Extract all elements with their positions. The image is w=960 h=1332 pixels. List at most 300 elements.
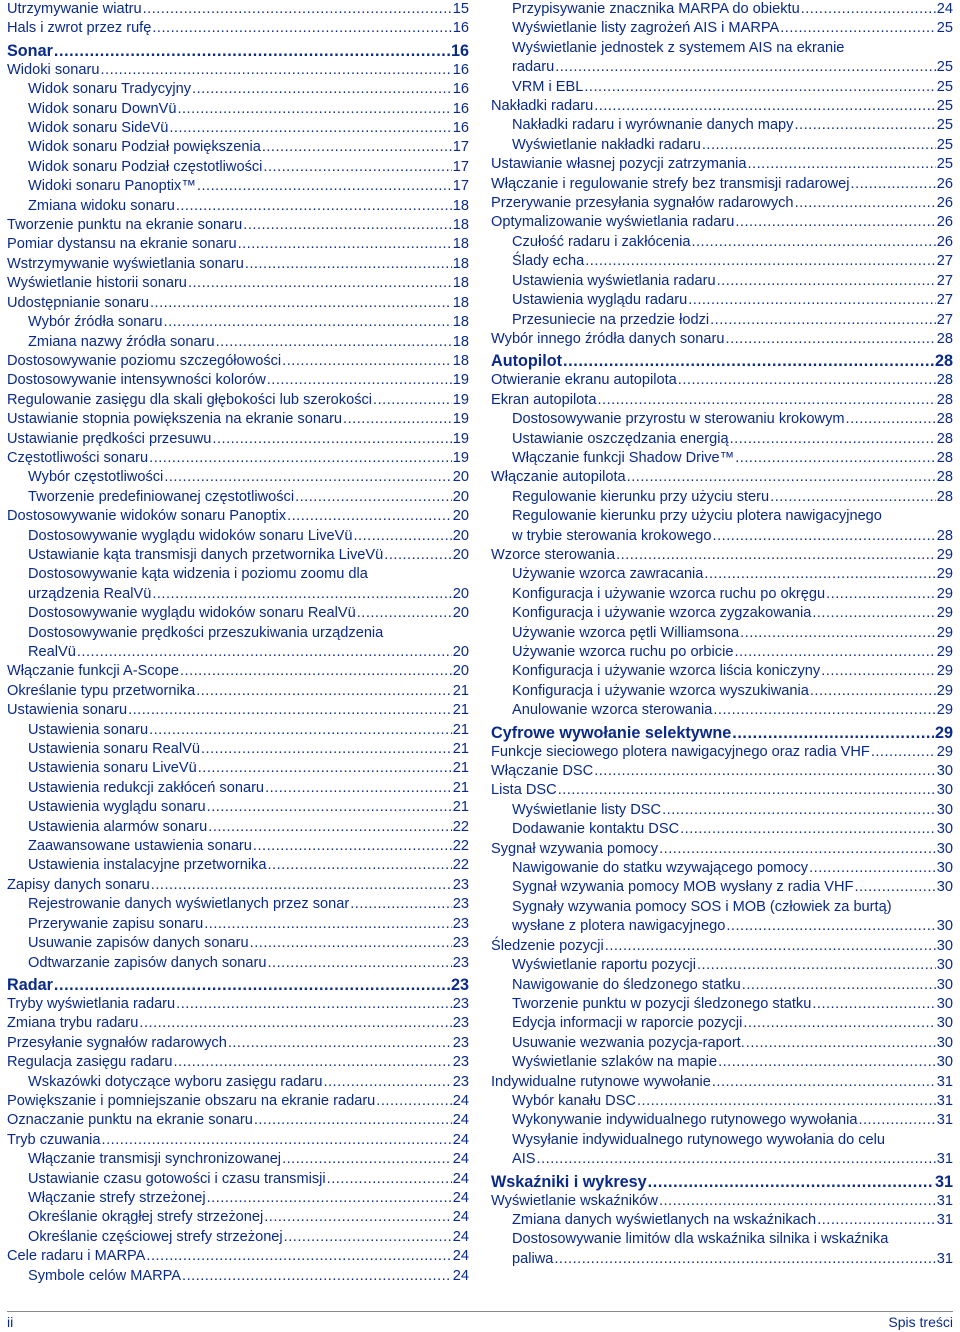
toc-entry[interactable] [7, 1053, 469, 1072]
toc-page-number: 24 [452, 1267, 469, 1284]
toc-dot-leader [263, 158, 451, 177]
toc-entry[interactable] [491, 1053, 953, 1072]
toc-entry[interactable] [7, 0, 469, 19]
toc-entry[interactable] [7, 391, 469, 410]
toc-entry-title: Wyświetlanie jednostek z systemem AIS na ekranie [512, 39, 845, 56]
toc-entry[interactable] [491, 233, 953, 252]
toc-page-number: 30 [936, 860, 953, 877]
toc-page-number: 23 [452, 1015, 469, 1032]
toc-section-heading[interactable] [491, 1172, 953, 1192]
toc-entry[interactable] [491, 565, 953, 584]
toc-dot-leader [659, 1192, 936, 1211]
toc-page-number: 20 [452, 585, 469, 602]
toc-dot-leader [691, 233, 935, 252]
toc-page-number: 27 [936, 253, 953, 270]
toc-section-heading[interactable] [7, 975, 469, 995]
toc-entry-title: Symbole celów MARPA [28, 1267, 182, 1284]
toc-entry[interactable] [7, 100, 469, 119]
toc-dot-leader [726, 330, 936, 349]
toc-entry[interactable] [491, 1073, 953, 1092]
toc-entry[interactable] [491, 624, 953, 643]
toc-entry-title: Ustawianie kąta transmisji danych przetwornika LiveVü [28, 546, 384, 563]
toc-entry[interactable] [491, 662, 953, 681]
toc-page-number: 28 [936, 372, 953, 389]
toc-entry[interactable] [7, 604, 469, 623]
toc-entry-title: Widok sonaru Tradycyjny [28, 81, 192, 98]
toc-entry-title: Ustawianie własnej pozycji zatrzymania [491, 156, 747, 173]
toc-dot-leader [253, 837, 452, 856]
toc-dot-leader [854, 878, 935, 897]
toc-entry[interactable] [7, 740, 469, 759]
toc-entry-title: Powiększanie i pomniejszanie obszaru na ekranie radaru [7, 1092, 376, 1109]
toc-entry-title: Dostosowywanie widoków sonaru Panoptix [7, 508, 287, 525]
toc-entry[interactable] [7, 876, 469, 895]
toc-entry[interactable] [491, 743, 953, 762]
toc-dot-leader [826, 585, 936, 604]
toc-dot-leader [743, 1014, 935, 1033]
toc-entry[interactable] [7, 255, 469, 274]
toc-entry-title: Widoki sonaru Panoptix™ [28, 178, 196, 195]
toc-entry[interactable] [7, 1247, 469, 1266]
toc-dot-leader [585, 252, 936, 271]
toc-page-number: 30 [936, 1034, 953, 1051]
toc-entry-title: Przesyłanie sygnałów radarowych [7, 1034, 227, 1051]
toc-entry-title-continued: radaru [512, 59, 555, 76]
toc-entry[interactable] [7, 274, 469, 293]
toc-page-number: 20 [452, 469, 469, 486]
toc-entry[interactable] [7, 1073, 469, 1092]
toc-entry-title: Przerywanie zapisu sonaru [28, 915, 204, 932]
toc-entry-title: Nakładki radaru [491, 98, 594, 115]
toc-dot-leader [809, 859, 936, 878]
toc-entry[interactable] [491, 801, 953, 820]
toc-entry[interactable] [7, 80, 469, 99]
toc-entry[interactable] [7, 954, 469, 973]
toc-entry[interactable] [7, 1170, 469, 1189]
toc-entry-title: Wybór częstotliwości [28, 469, 164, 486]
toc-entry-title: Czułość radaru i zakłócenia [512, 233, 691, 250]
toc-entry-title: Włączanie transmisji synchronizowanej [28, 1151, 282, 1168]
toc-entry[interactable] [7, 430, 469, 449]
toc-entry[interactable] [491, 643, 953, 662]
toc-entry[interactable] [491, 956, 953, 975]
toc-entry-title: Dostosowywanie poziomu szczegółowości [7, 352, 282, 369]
toc-entry-title: Widoki sonaru [7, 61, 100, 78]
toc-entry[interactable] [491, 194, 953, 213]
toc-dot-leader [851, 175, 936, 194]
toc-entry-title: Autopilot [491, 352, 563, 371]
toc-page-number: 16 [452, 20, 469, 37]
toc-entry-title: Przypisywanie znacznika MARPA do obiektu [512, 1, 800, 17]
toc-entry-title: Optymalizowanie wyświetlania radaru [491, 214, 735, 231]
toc-entry[interactable] [491, 701, 953, 720]
toc-entry[interactable] [491, 878, 953, 897]
toc-dot-leader [238, 235, 452, 254]
toc-entry[interactable] [7, 371, 469, 390]
toc-entry[interactable] [491, 371, 953, 390]
toc-dot-leader [243, 216, 451, 235]
toc-dot-leader [616, 546, 936, 565]
toc-entry-title: Wykonywanie indywidualnego rutynowego wywołania [512, 1112, 858, 1129]
toc-dot-leader [732, 723, 934, 743]
toc-page-number: 28 [936, 469, 953, 486]
toc-dot-leader [197, 177, 452, 196]
toc-entry[interactable] [491, 488, 953, 507]
toc-page-number: 29 [936, 546, 953, 563]
toc-entry-title: Usuwanie wezwania pozycja-raport. [512, 1034, 745, 1051]
toc-dot-leader [748, 155, 936, 174]
toc-dot-leader [734, 643, 935, 662]
toc-page-number: 29 [936, 663, 953, 680]
toc-page-number: 28 [934, 352, 953, 371]
toc-entry-title: Edycja informacji w raporcie pozycji [512, 1015, 743, 1032]
toc-page-number: 31 [936, 1192, 953, 1209]
toc-page-number: 24 [452, 1092, 469, 1109]
toc-entry[interactable] [7, 915, 469, 934]
toc-dot-leader [164, 468, 451, 487]
toc-entry-title: Częstotliwości sonaru [7, 449, 149, 466]
toc-page-number: 25 [936, 156, 953, 173]
toc-entry[interactable] [491, 430, 953, 449]
toc-entry[interactable] [7, 895, 469, 914]
toc-entry[interactable] [491, 585, 953, 604]
toc-section-heading[interactable] [491, 351, 953, 371]
toc-entry-title: Cele radaru i MARPA [7, 1248, 146, 1265]
toc-dot-leader [555, 58, 936, 77]
toc-dot-leader [713, 527, 936, 546]
toc-entry[interactable] [7, 1228, 469, 1247]
toc-entry-title: Włączanie funkcji A-Scope [7, 663, 179, 680]
toc-entry-title: Dostosowywanie prędkości przeszukiwania urządzenia [28, 624, 384, 641]
toc-dot-leader [102, 1131, 452, 1150]
toc-page-number: 30 [936, 801, 953, 818]
toc-entry[interactable] [7, 1150, 469, 1169]
toc-dot-leader [201, 740, 452, 759]
toc-entry[interactable] [491, 1131, 953, 1170]
toc-entry-title: Przesuniecie na przedzie łodzi [512, 311, 710, 328]
toc-entry[interactable] [7, 1111, 469, 1130]
toc-entry[interactable] [7, 1014, 469, 1033]
toc-entry[interactable] [7, 468, 469, 487]
toc-entry[interactable] [7, 1131, 469, 1150]
toc-entry[interactable] [491, 155, 953, 174]
toc-dot-leader [704, 565, 935, 584]
toc-entry[interactable] [7, 856, 469, 875]
toc-dot-leader [817, 1211, 936, 1230]
toc-entry[interactable] [491, 311, 953, 330]
toc-entry-title: VRM i EBL [512, 78, 584, 95]
toc-dot-leader [262, 138, 452, 157]
toc-page-number: 21 [452, 779, 469, 796]
toc-page-number: 18 [452, 197, 469, 214]
toc-entry-title: Ustawienia wyświetlania radaru [512, 272, 716, 289]
toc-dot-leader [207, 798, 452, 817]
toc-page-number: 22 [452, 838, 469, 855]
toc-entry[interactable] [491, 1034, 953, 1053]
toc-entry[interactable] [7, 1208, 469, 1227]
toc-page-number: 30 [936, 782, 953, 799]
toc-page-number: 24 [452, 1112, 469, 1129]
toc-entry[interactable] [491, 762, 953, 781]
toc-entry-title: Zaawansowane ustawienia sonaru [28, 838, 252, 855]
toc-page-number: 28 [936, 527, 953, 544]
toc-page-number: 25 [936, 20, 953, 37]
toc-entry[interactable] [7, 818, 469, 837]
toc-entry[interactable] [491, 175, 953, 194]
toc-entry[interactable] [491, 291, 953, 310]
toc-dot-leader [254, 1111, 452, 1130]
toc-entry-title: Włączanie DSC [491, 763, 594, 780]
toc-entry-title: Określanie typu przetwornika [7, 682, 196, 699]
toc-page-number: 24 [452, 1151, 469, 1168]
toc-entry[interactable] [7, 1189, 469, 1208]
toc-dot-leader [188, 274, 452, 293]
toc-page-number: 30 [936, 957, 953, 974]
toc-entry[interactable] [491, 252, 953, 271]
toc-dot-leader [680, 820, 936, 839]
toc-entry-title: Widok sonaru Podział częstotliwości [28, 158, 263, 175]
toc-entry[interactable] [7, 1034, 469, 1053]
toc-entry[interactable] [7, 721, 469, 740]
toc-entry-title: Ustawienia alarmów sonaru [28, 818, 208, 835]
toc-dot-leader [152, 19, 451, 38]
toc-entry-title: Ustawienia sonaru [28, 721, 149, 738]
footer-page-number: ii [7, 1314, 14, 1330]
toc-entry[interactable] [7, 662, 469, 681]
toc-entry[interactable] [7, 779, 469, 798]
toc-entry[interactable] [7, 798, 469, 817]
toc-page-number: 16 [450, 41, 469, 60]
toc-entry[interactable] [491, 330, 953, 349]
toc-entry[interactable] [491, 859, 953, 878]
toc-entry-title: Wyświetlanie szlaków na mapie [512, 1054, 718, 1071]
toc-entry-title: Wyświetlanie listy zagrożeń AIS i MARPA [512, 20, 780, 37]
toc-entry[interactable] [7, 197, 469, 216]
toc-dot-leader [730, 430, 936, 449]
toc-entry-title: Wyświetlanie wskaźników [491, 1192, 658, 1209]
toc-entry[interactable] [491, 1092, 953, 1111]
toc-section-heading[interactable] [491, 723, 953, 743]
toc-entry-title: Wybór źródła sonaru [28, 314, 163, 331]
toc-entry[interactable] [7, 410, 469, 429]
toc-entry[interactable] [7, 701, 469, 720]
toc-entry[interactable] [7, 565, 469, 604]
toc-dot-leader [264, 1208, 452, 1227]
toc-entry-title: Tryby wyświetlania radaru [7, 995, 176, 1012]
toc-page-number: 28 [936, 488, 953, 505]
toc-entry[interactable] [7, 294, 469, 313]
toc-entry-title: Używanie wzorca pętli Williamsona [512, 624, 740, 641]
toc-page-number: 31 [936, 1112, 953, 1129]
toc-entry[interactable] [7, 682, 469, 701]
toc-entry-title: Konfiguracja i używanie wzorca liścia koniczyny [512, 663, 821, 680]
toc-entry[interactable] [7, 352, 469, 371]
toc-entry-title: Widok sonaru DownVü [28, 100, 177, 117]
toc-entry[interactable] [491, 468, 953, 487]
toc-entry-title: Ustawienia wyglądu radaru [512, 292, 688, 309]
toc-entry[interactable] [7, 177, 469, 196]
toc-entry[interactable] [491, 898, 953, 937]
toc-entry[interactable] [7, 1092, 469, 1111]
toc-dot-leader [146, 1247, 451, 1266]
toc-page-number: 26 [936, 214, 953, 231]
toc-entry[interactable] [7, 138, 469, 157]
toc-entry[interactable] [7, 546, 469, 565]
toc-dot-leader [343, 410, 452, 429]
toc-dot-leader [384, 546, 451, 565]
toc-entry[interactable] [491, 976, 953, 995]
toc-page-number: 20 [452, 663, 469, 680]
toc-entry[interactable] [491, 78, 953, 97]
toc-dot-leader [54, 41, 450, 61]
toc-page-number: 25 [936, 78, 953, 95]
toc-dot-leader [198, 759, 452, 778]
toc-dot-leader [284, 1228, 452, 1247]
toc-entry[interactable] [491, 820, 953, 839]
toc-dot-leader [295, 488, 452, 507]
toc-page-number: 21 [452, 799, 469, 816]
toc-page-number: 23 [452, 995, 469, 1012]
toc-dot-leader [267, 371, 452, 390]
toc-entry[interactable] [7, 995, 469, 1014]
toc-entry[interactable] [491, 604, 953, 623]
toc-entry[interactable] [7, 449, 469, 468]
toc-entry-title: Usuwanie zapisów danych sonaru [28, 935, 249, 952]
toc-entry-title: Indywidualne rutynowe wywołanie [491, 1073, 711, 1090]
toc-entry-title: Zmiana danych wyświetlanych na wskaźnikach [512, 1211, 817, 1228]
toc-dot-leader [208, 818, 452, 837]
toc-dot-leader [287, 507, 452, 526]
toc-section-heading[interactable] [7, 41, 469, 61]
toc-page-number: 19 [452, 411, 469, 428]
toc-entry[interactable] [491, 507, 953, 546]
toc-entry[interactable] [7, 837, 469, 856]
toc-entry-title: Określanie okrągłej strefy strzeżonej [28, 1209, 264, 1226]
toc-entry[interactable] [491, 116, 953, 135]
toc-page-number: 25 [936, 98, 953, 115]
toc-page-number: 30 [936, 1054, 953, 1071]
toc-page-number: 25 [936, 136, 953, 153]
toc-entry[interactable] [7, 1267, 469, 1286]
footer-section-title: Spis treści [888, 1314, 953, 1330]
toc-entry[interactable] [491, 449, 953, 468]
toc-entry[interactable] [491, 0, 953, 19]
toc-entry[interactable] [491, 546, 953, 565]
toc-page-number: 26 [936, 175, 953, 192]
toc-entry[interactable] [7, 19, 469, 38]
toc-entry[interactable] [7, 119, 469, 138]
toc-entry[interactable] [7, 488, 469, 507]
toc-entry[interactable] [491, 391, 953, 410]
toc-dot-leader [717, 272, 936, 291]
toc-dot-leader [323, 1073, 451, 1092]
toc-page-number: 26 [936, 195, 953, 212]
toc-entry-title: Rejestrowanie danych wyświetlanych przez sonar [28, 896, 350, 913]
toc-entry[interactable] [491, 39, 953, 78]
toc-dot-leader [537, 1150, 936, 1169]
toc-entry-title: Ślady echa [512, 253, 585, 270]
toc-page-number: 17 [452, 178, 469, 195]
toc-entry[interactable] [7, 507, 469, 526]
toc-entry-title: Wybór kanału DSC [512, 1092, 636, 1109]
toc-entry[interactable] [491, 213, 953, 232]
toc-dot-leader [697, 956, 936, 975]
toc-entry[interactable] [7, 527, 469, 546]
toc-entry[interactable] [491, 682, 953, 701]
toc-dot-leader [192, 80, 452, 99]
toc-entry[interactable] [7, 624, 469, 663]
toc-entry[interactable] [7, 216, 469, 235]
toc-page-number: 18 [452, 236, 469, 253]
toc-entry[interactable] [491, 1111, 953, 1130]
toc-dot-leader [659, 840, 936, 859]
toc-page-number: 29 [936, 682, 953, 699]
toc-entry[interactable] [7, 333, 469, 352]
toc-entry-title: Ustawienia instalacyjne przetwornika [28, 857, 267, 874]
toc-dot-leader [746, 1034, 936, 1053]
toc-page-number: 20 [452, 488, 469, 505]
toc-page-number: 29 [934, 723, 953, 742]
toc-page-number: 29 [936, 605, 953, 622]
toc-dot-leader [152, 585, 451, 604]
toc-entry[interactable] [491, 410, 953, 429]
toc-entry-title: Wyświetlanie nakładki radaru [512, 136, 701, 153]
toc-entry-title-continued: wysłane z plotera nawigacyjnego [512, 918, 726, 935]
toc-page-number: 20 [452, 527, 469, 544]
toc-page-number: 30 [936, 976, 953, 993]
toc-dot-leader [801, 0, 936, 19]
toc-page-number: 18 [452, 275, 469, 292]
toc-dot-leader [702, 136, 936, 155]
toc-entry[interactable] [491, 1014, 953, 1033]
toc-dot-leader [182, 1267, 452, 1286]
toc-entry[interactable] [491, 272, 953, 291]
toc-page-number: 17 [452, 158, 469, 175]
toc-entry[interactable] [491, 1230, 953, 1269]
toc-entry[interactable] [7, 61, 469, 80]
toc-entry[interactable] [491, 1192, 953, 1211]
toc-entry[interactable] [7, 313, 469, 332]
toc-entry[interactable] [491, 781, 953, 800]
toc-entry[interactable] [7, 934, 469, 953]
toc-entry-title: Tworzenie predefiniowanej częstotliwości [28, 488, 295, 505]
toc-entry[interactable] [7, 235, 469, 254]
toc-entry-title: Włączanie funkcji Shadow Drive™ [512, 449, 735, 466]
toc-entry[interactable] [491, 840, 953, 859]
toc-page-number: 30 [936, 840, 953, 857]
toc-entry-title: Określanie częściowej strefy strzeżonej [28, 1228, 283, 1245]
toc-entry[interactable] [491, 136, 953, 155]
toc-page-number: 27 [936, 292, 953, 309]
toc-dot-leader [627, 468, 936, 487]
toc-dot-leader [563, 351, 934, 371]
toc-entry[interactable] [491, 97, 953, 116]
toc-entry[interactable] [491, 937, 953, 956]
toc-dot-leader [794, 116, 935, 135]
toc-dot-leader [245, 255, 452, 274]
toc-entry-title: Przerywanie przesyłania sygnałów radarowych [491, 195, 794, 212]
toc-entry[interactable] [7, 759, 469, 778]
toc-page-number: 25 [936, 59, 953, 76]
toc-entry-title: Zmiana trybu radaru [7, 1015, 139, 1032]
toc-page-number: 24 [452, 1131, 469, 1148]
toc-entry-title: Otwieranie ekranu autopilota [491, 372, 677, 389]
toc-entry[interactable] [491, 19, 953, 38]
toc-entry[interactable] [7, 158, 469, 177]
toc-entry[interactable] [491, 1211, 953, 1230]
toc-entry[interactable] [491, 995, 953, 1014]
toc-dot-leader [584, 78, 935, 97]
